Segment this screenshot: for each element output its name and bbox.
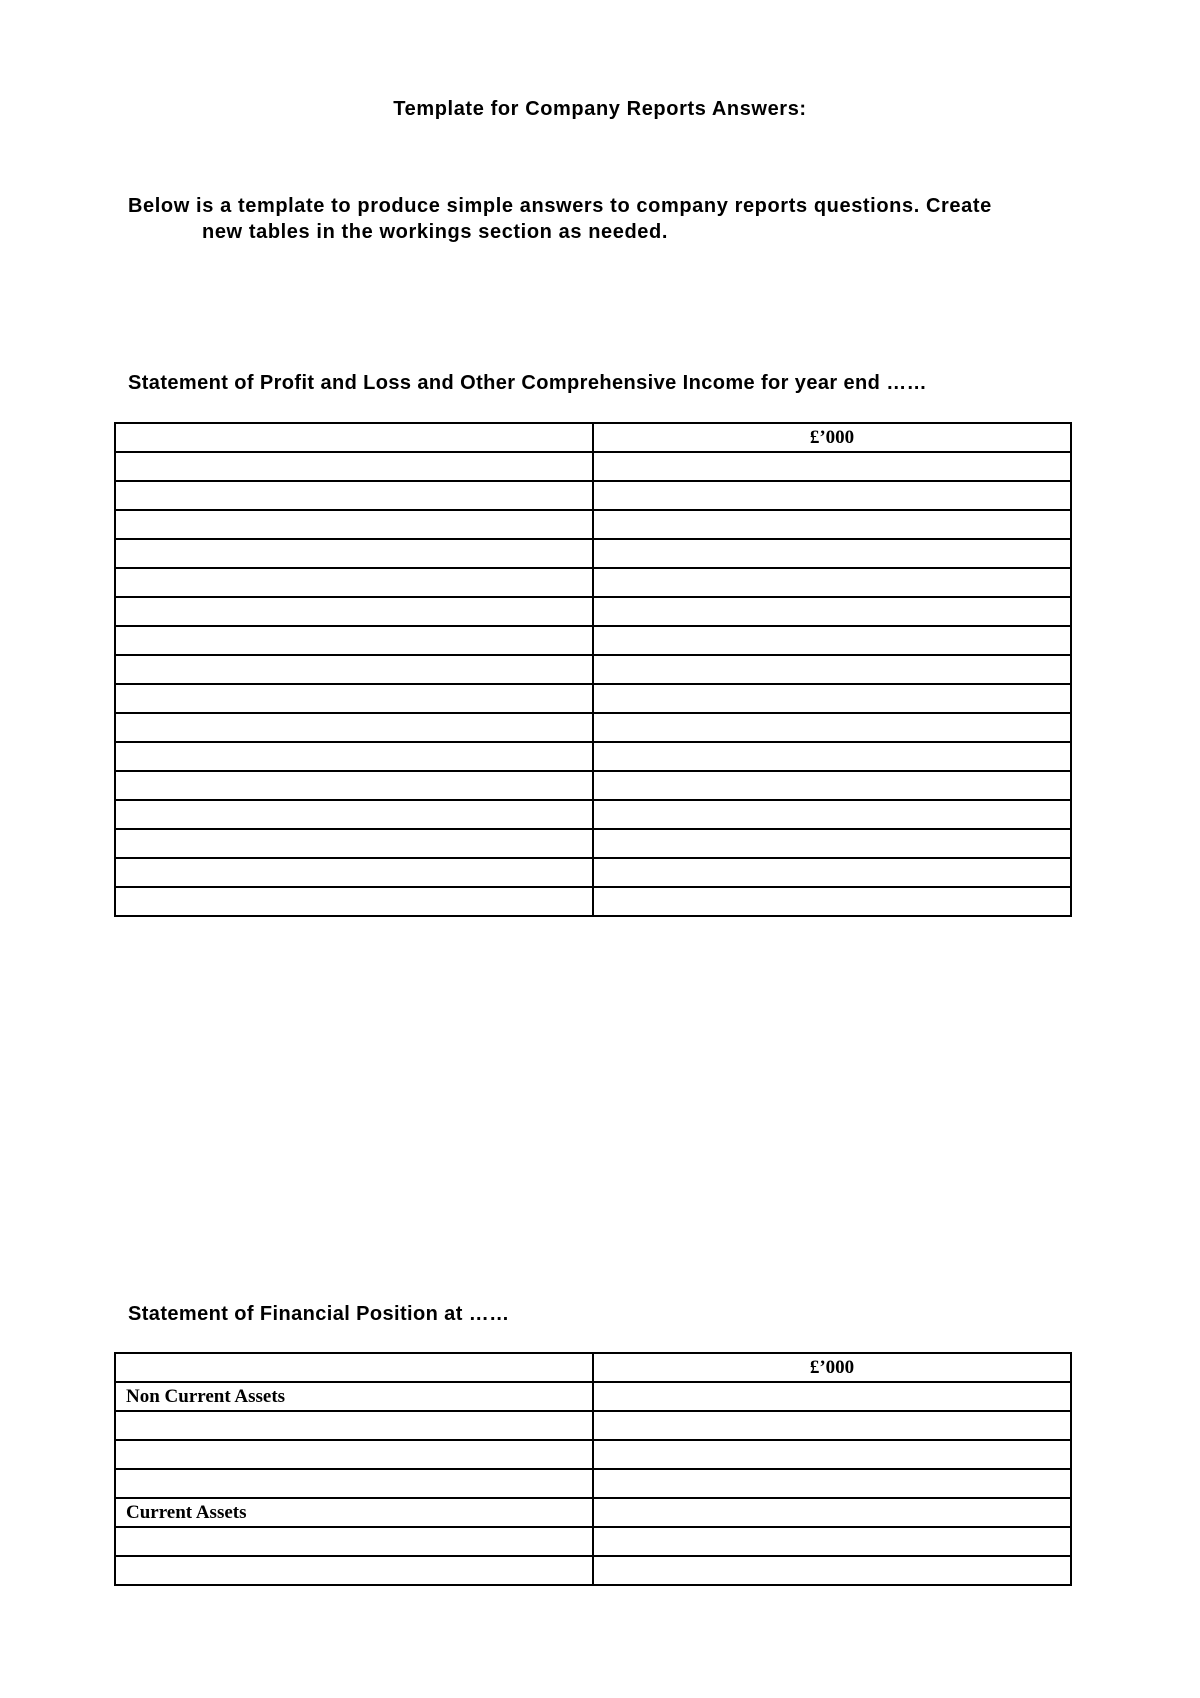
- table-row: [115, 713, 1071, 742]
- table-row: [115, 452, 1071, 481]
- value-cell[interactable]: [593, 568, 1071, 597]
- row-label-cell[interactable]: [115, 684, 593, 713]
- row-label-cell[interactable]: Non Current Assets: [115, 1382, 593, 1411]
- row-label-cell[interactable]: [115, 626, 593, 655]
- value-cell[interactable]: [593, 1382, 1071, 1411]
- table-row: [115, 1440, 1071, 1469]
- row-label-cell[interactable]: [115, 481, 593, 510]
- value-cell[interactable]: [593, 1411, 1071, 1440]
- value-cell[interactable]: [593, 626, 1071, 655]
- value-cell[interactable]: [593, 597, 1071, 626]
- value-cell[interactable]: [593, 452, 1071, 481]
- financial-position-heading: Statement of Financial Position at ……: [128, 1303, 510, 1325]
- value-cell[interactable]: [593, 1527, 1071, 1556]
- unit-header-cell: £’000: [593, 1353, 1071, 1382]
- value-cell[interactable]: [593, 858, 1071, 887]
- row-label-cell[interactable]: [115, 829, 593, 858]
- value-cell[interactable]: [593, 684, 1071, 713]
- intro-line-2: new tables in the workings section as needed.: [202, 221, 669, 243]
- financial-position-table: [114, 1352, 1072, 1586]
- row-label-cell[interactable]: [115, 1440, 593, 1469]
- value-cell[interactable]: [593, 655, 1071, 684]
- table-row: [115, 1556, 1071, 1585]
- profit-loss-table: [114, 422, 1072, 917]
- value-cell[interactable]: [593, 1556, 1071, 1585]
- value-cell[interactable]: [593, 713, 1071, 742]
- row-label-cell[interactable]: [115, 713, 593, 742]
- row-label-cell[interactable]: [115, 452, 593, 481]
- row-label-cell[interactable]: [115, 539, 593, 568]
- table-row: [115, 510, 1071, 539]
- value-cell[interactable]: [593, 1498, 1071, 1527]
- table-row: [115, 1527, 1071, 1556]
- value-cell[interactable]: [593, 510, 1071, 539]
- table-row: [115, 1382, 1071, 1411]
- value-cell[interactable]: [593, 742, 1071, 771]
- row-label-cell[interactable]: Current Assets: [115, 1498, 593, 1527]
- table-row: [115, 858, 1071, 887]
- table-cell[interactable]: [115, 1353, 593, 1382]
- table-row: [115, 655, 1071, 684]
- row-label-cell[interactable]: [115, 1469, 593, 1498]
- value-cell[interactable]: [593, 887, 1071, 916]
- row-label-cell[interactable]: [115, 1556, 593, 1585]
- row-label-cell[interactable]: [115, 597, 593, 626]
- table-row: [115, 800, 1071, 829]
- row-label-cell[interactable]: [115, 568, 593, 597]
- table-row: [115, 626, 1071, 655]
- table-cell[interactable]: [115, 423, 593, 452]
- table-row: [115, 829, 1071, 858]
- table-row: [115, 539, 1071, 568]
- row-label-cell[interactable]: [115, 887, 593, 916]
- table-row: [115, 1411, 1071, 1440]
- row-label-cell[interactable]: [115, 858, 593, 887]
- table-row: [115, 481, 1071, 510]
- row-label-cell[interactable]: [115, 1527, 593, 1556]
- table-row: [115, 684, 1071, 713]
- row-label-cell[interactable]: [115, 1411, 593, 1440]
- table-header-row: [115, 1353, 1071, 1382]
- row-label-cell[interactable]: [115, 510, 593, 539]
- table-row: [115, 771, 1071, 800]
- table-row: [115, 887, 1071, 916]
- table-row: [115, 1469, 1071, 1498]
- row-label-cell[interactable]: [115, 742, 593, 771]
- intro-paragraph: [128, 193, 1068, 245]
- row-label-cell[interactable]: [115, 800, 593, 829]
- table-row: [115, 597, 1071, 626]
- value-cell[interactable]: [593, 1440, 1071, 1469]
- table-header-row: [115, 423, 1071, 452]
- table-row: [115, 1498, 1071, 1527]
- profit-loss-heading: Statement of Profit and Loss and Other Comprehensive Income for year end ……: [128, 372, 928, 394]
- intro-line-1: Below is a template to produce simple answers to company reports questions. Create: [128, 195, 992, 217]
- row-label-cell[interactable]: [115, 655, 593, 684]
- value-cell[interactable]: [593, 481, 1071, 510]
- table-row: [115, 742, 1071, 771]
- table-row: [115, 568, 1071, 597]
- row-label-cell[interactable]: [115, 771, 593, 800]
- value-cell[interactable]: [593, 1469, 1071, 1498]
- document-title: Template for Company Reports Answers:: [393, 98, 807, 120]
- value-cell[interactable]: [593, 800, 1071, 829]
- value-cell[interactable]: [593, 771, 1071, 800]
- value-cell[interactable]: [593, 539, 1071, 568]
- unit-header-cell: £’000: [593, 423, 1071, 452]
- value-cell[interactable]: [593, 829, 1071, 858]
